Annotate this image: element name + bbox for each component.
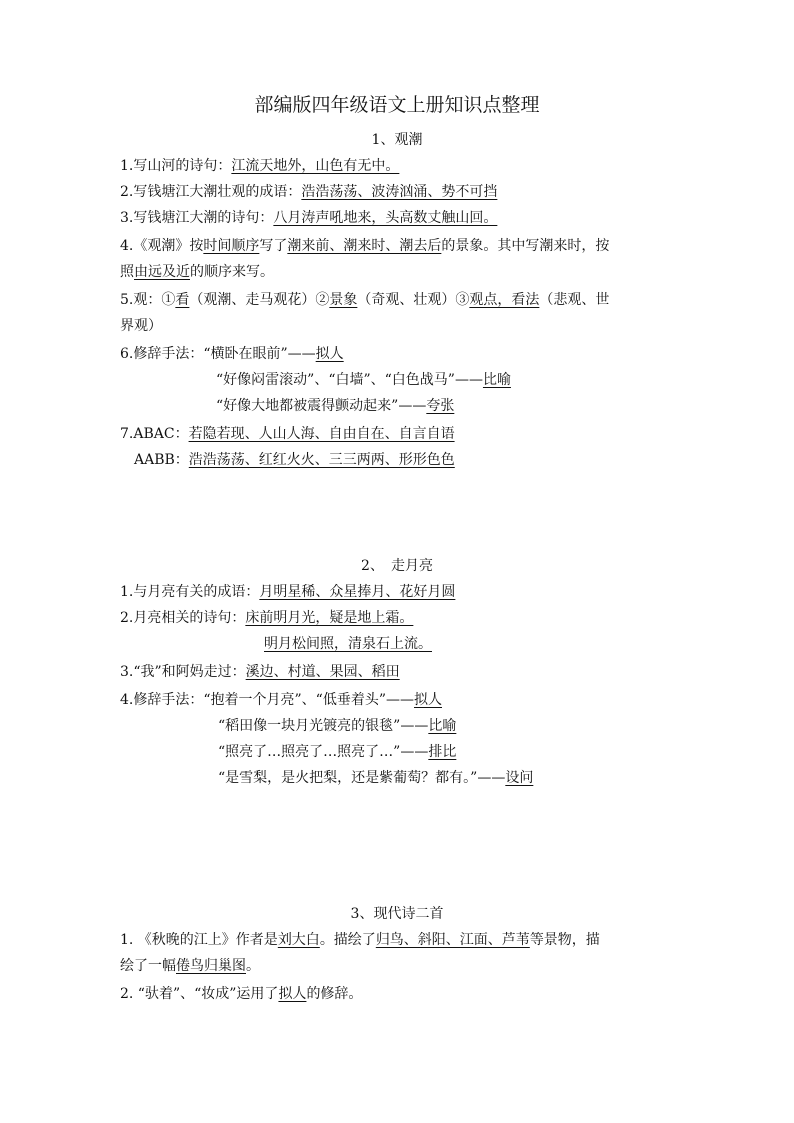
s1-line-2 (120, 182, 680, 202)
s3-l1-g: 倦鸟归巢图 (176, 958, 246, 974)
s1-l6-q2: “好像闷雷滚动”、“白墙”、“白色战马”—— (216, 372, 483, 388)
s2-l4-q1: 4.修辞手法：“抱着一个月亮”、“低垂着头”—— (120, 692, 414, 708)
s2-line-2b (264, 634, 794, 654)
s3-l1-f: 绘了一幅 (120, 958, 176, 974)
s2-l2-answer-a: 床前明月光，疑是地上霜。 (245, 610, 414, 626)
s1-line-2-answer: 浩浩荡荡、波涛汹涌、势不可挡 (301, 184, 498, 200)
s2-line-4d (218, 768, 778, 788)
s1-line-1 (120, 156, 680, 176)
s1-l4-f: 照 (120, 264, 134, 280)
s1-l4-d: 潮来前、潮来时、潮去后 (287, 238, 442, 254)
section-2-heading: 2、 走月亮 (361, 558, 433, 574)
s1-l4-a: 4.《观潮》按 (120, 238, 204, 254)
s1-l5-e: （奇观、壮观）③ (357, 292, 470, 308)
s1-l4-g: 由远及近 (134, 264, 190, 280)
s2-l4-a4: 设问 (505, 770, 534, 786)
s2-l4-a2: 比喻 (428, 718, 457, 734)
s1-l4-h: 的顺序来写。 (190, 264, 274, 280)
s2-l3-label: 3.“我”和阿妈走过： (120, 664, 246, 680)
s2-l4-q4: “是雪梨，是火把梨，还是紫葡萄？都有。”—— (218, 770, 506, 786)
s3-l2-b: 拟人 (278, 986, 307, 1002)
s1-line-1-label: 1.写山河的诗句： (120, 158, 232, 174)
s2-l4-a3: 排比 (428, 744, 457, 760)
s1-l6-a2: 比喻 (482, 372, 511, 388)
s1-line-2-label: 2.写钱塘江大潮壮观的成语： (120, 184, 302, 200)
s1-l6-q3: “好像大地都被震得颤动起来”—— (216, 398, 427, 414)
s1-l5-f: 观点，看法 (469, 292, 540, 308)
s3-l1-c: 。描绘了 (319, 932, 376, 948)
s2-l2-label: 2.月亮相关的诗句： (120, 610, 246, 626)
s1-l7-abac-label: 7.ABAC： (120, 426, 189, 442)
s1-l4-b: 时间顺序 (203, 238, 260, 254)
s2-l1-answer: 月明星稀、众星捧月、花好月圆 (259, 584, 456, 600)
s2-line-3 (120, 662, 680, 682)
s1-l7-abac: 若隐若现、人山人海、自由自在、自言自语 (188, 426, 455, 442)
s2-line-1 (120, 582, 680, 602)
section-1-heading: 1、观潮 (371, 132, 423, 148)
s2-l4-q2: “稻田像一块月光镀亮的银毯”—— (218, 718, 429, 734)
s1-l6-a1: 拟人 (315, 346, 344, 362)
s1-l5-h: 界观） (120, 318, 162, 334)
s2-l1-label: 1.与月亮有关的成语： (120, 584, 260, 600)
s1-line-1-answer: 江流天地外，山色有无中。 (231, 158, 400, 174)
s2-l2-answer-b: 明月松间照，清泉石上流。 (264, 636, 432, 652)
s3-line-1b (120, 956, 680, 976)
s1-l4-e: 的景象。其中写潮来时，按 (441, 238, 610, 254)
s1-line-7a (120, 424, 680, 444)
s2-l4-q3: “照亮了…照亮了…照亮了…”—— (218, 744, 429, 760)
s1-l5-a: 5.观：① (120, 292, 176, 308)
section-3-heading: 3、现代诗二首 (350, 906, 444, 922)
s1-l7-aabb: 浩浩荡荡、红红火火、三三两两、形形色色 (188, 452, 455, 468)
s1-line-5b (120, 316, 680, 336)
s1-line-4b (120, 262, 680, 282)
s1-line-5a (120, 290, 680, 310)
s1-l5-b: 看 (175, 292, 190, 308)
s3-l1-d: 归鸟、斜阳、江面、芦苇 (375, 932, 530, 948)
s1-line-6c (216, 396, 776, 416)
s2-line-4b (218, 716, 778, 736)
s2-l4-a1: 拟人 (414, 692, 442, 708)
s3-l1-e: 等景物，描 (529, 932, 600, 948)
s1-line-3 (120, 208, 680, 228)
s1-l5-g: （悲观、世 (539, 292, 610, 308)
s1-l4-c: 写了 (259, 238, 288, 254)
s1-l5-c: （观潮、走马观花）② (189, 292, 330, 308)
s3-l1-b: 刘大白 (277, 932, 320, 948)
page-title: 部编版四年级语文上册知识点整理 (254, 94, 540, 116)
s3-l2-a: 2. “驮着”、“妆成”运用了 (120, 986, 279, 1002)
s1-line-7b (134, 450, 694, 470)
s1-l6-q1: 6.修辞手法：“横卧在眼前”—— (120, 346, 316, 362)
s3-line-1a (120, 930, 680, 950)
s3-l2-c: 的修辞。 (306, 986, 363, 1002)
s1-l7-aabb-label: AABB： (134, 452, 189, 468)
s2-line-2a (120, 608, 680, 628)
s1-line-6a (120, 344, 680, 364)
s1-l6-a3: 夸张 (426, 398, 455, 414)
s2-line-4c (218, 742, 778, 762)
s3-l1-h: 。 (246, 958, 260, 974)
s2-l3-answer: 溪边、村道、果园、稻田 (245, 664, 400, 680)
s2-line-4a (120, 690, 680, 710)
s3-line-2 (120, 984, 680, 1004)
s1-line-4a (120, 236, 680, 256)
s1-line-3-answer: 八月涛声吼地来，头高数丈触山回。 (273, 210, 498, 226)
s1-line-6b (216, 370, 776, 390)
s1-line-3-label: 3.写钱塘江大潮的诗句： (120, 210, 274, 226)
s3-l1-a: 1. 《秋晚的江上》作者是 (120, 932, 278, 948)
s1-l5-d: 景象 (329, 292, 358, 308)
